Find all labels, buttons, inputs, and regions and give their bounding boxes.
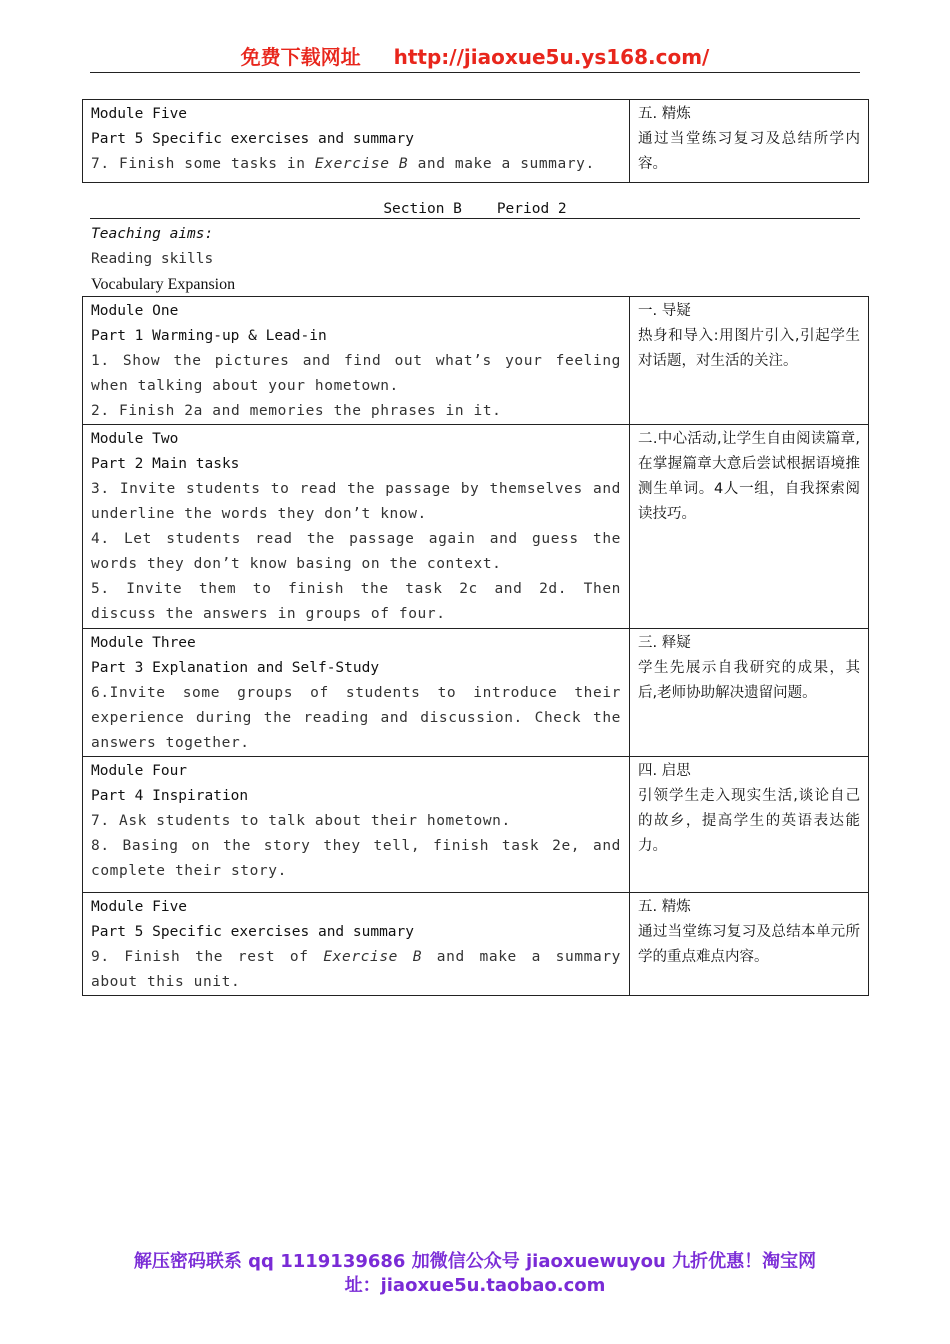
module-title: Module Five	[91, 899, 188, 915]
footer-line-1: 解压密码联系 qq 1119139686 加微信公众号 jiaoxuewuyou 九折优惠！淘宝网	[133, 1251, 817, 1272]
right-text: 引领学生走入现实生活,谈论自己的故乡，提高学生的英语表达能力。	[638, 788, 860, 854]
task-item: 1. Show the pictures and find out what’s your feeling when talking about your hometown.	[91, 353, 621, 394]
module-title: Module Two	[91, 431, 179, 447]
task-item: 8. Basing on the story they tell, finish task 2e, and complete their story.	[91, 838, 621, 879]
module-four-left-cell	[83, 757, 630, 893]
task-7-pre: 7. Finish some tasks in	[91, 156, 315, 172]
table-row	[83, 425, 869, 629]
lesson-plan-table	[82, 296, 869, 996]
module-two-right-cell	[630, 425, 869, 629]
right-text: 通过当堂练习复习及总结本单元所学的重点难点内容。	[638, 924, 860, 965]
module-title: Module Three	[91, 635, 196, 651]
task-item: 7. Ask students to talk about their hometown.	[91, 813, 511, 829]
right-title: 五. 精炼	[638, 899, 691, 915]
task-item: 5. Invite them to finish the task 2c and 2d. Then discuss the answers in groups of four.	[91, 581, 621, 622]
teaching-aims	[91, 222, 235, 297]
part-title: Part 5 Specific exercises and summary	[91, 924, 415, 940]
task-9	[91, 945, 621, 995]
task-7-post: and make a summary.	[408, 156, 595, 172]
task-item: 2. Finish 2a and memories the phrases in it.	[91, 403, 502, 419]
part-title: Part 3 Explanation and Self-Study	[91, 660, 380, 676]
module-title: Module One	[91, 303, 179, 319]
module-one-right-cell	[630, 297, 869, 425]
right-title: 三. 释疑	[638, 635, 691, 651]
aims-item-reading: Reading skills	[91, 251, 214, 267]
module-three-left-cell	[83, 629, 630, 757]
task-9-pre: 9. Finish the rest of	[91, 949, 324, 965]
module-three-right-cell	[630, 629, 869, 757]
footer-line-2[interactable]: 址：jiaoxue5u.taobao.com	[344, 1275, 606, 1296]
right-text: 热身和导入:用图片引入,引起学生对话题，对生活的关注。	[638, 328, 860, 369]
module-four-right-cell	[630, 757, 869, 893]
task-9-post: and make a summary about this unit.	[91, 949, 621, 990]
task-7-em: Exercise B	[314, 156, 409, 172]
contact-footer	[90, 1250, 860, 1298]
table-row	[83, 297, 869, 425]
module-five-left-cell	[83, 893, 630, 996]
part-title: Part 5 Specific exercises and summary	[91, 131, 415, 147]
header-url-link[interactable]: http://jiaoxue5u.ys168.com/	[393, 45, 710, 69]
part-title: Part 2 Main tasks	[91, 456, 240, 472]
task-item: 6.Invite some groups of students to introduce their experience during the reading and discussion. Check the answers together.	[91, 685, 621, 751]
task-item: 3. Invite students to read the passage by themselves and underline the words they don’t know.	[91, 481, 621, 522]
module-title: Module Four	[91, 763, 188, 779]
header-label: 免费下载网址	[240, 45, 361, 69]
right-title: 四. 启思	[638, 763, 691, 779]
top-module-table	[82, 99, 869, 183]
table-row	[83, 100, 869, 183]
right-title: 一. 导疑	[638, 303, 691, 319]
aims-item-vocabulary: Vocabulary Expansion	[91, 276, 236, 293]
aims-label: Teaching aims:	[91, 226, 214, 242]
table-row	[83, 893, 869, 996]
task-item: 4. Let students read the passage again and guess the words they don’t know basing on the context.	[91, 531, 621, 572]
module-five-left-cell	[83, 100, 630, 183]
right-text: 学生先展示自我研究的成果，其后,老师协助解决遗留问题。	[638, 660, 860, 701]
module-five-right-cell	[630, 100, 869, 183]
module-title: Module Five	[91, 106, 188, 122]
download-header	[90, 44, 860, 73]
part-title: Part 1 Warming-up & Lead-in	[91, 328, 327, 344]
right-title: 二.中心活动,让学生自由阅读篇章,在掌握篇章大意后尝试根据语境推测生单词。4人一组，自我探索阅读技巧。	[638, 431, 860, 522]
module-two-left-cell	[83, 425, 630, 629]
table-row	[83, 629, 869, 757]
part-title: Part 4 Inspiration	[91, 788, 249, 804]
table-row	[83, 757, 869, 893]
right-text: 通过当堂练习复习及总结所学内容。	[638, 131, 860, 172]
right-title: 五. 精炼	[638, 106, 691, 122]
module-one-left-cell	[83, 297, 630, 425]
task-9-em: Exercise B	[323, 949, 423, 965]
section-title: Section B Period 2	[90, 197, 860, 219]
module-five-right-cell	[630, 893, 869, 996]
task-7	[91, 152, 621, 177]
